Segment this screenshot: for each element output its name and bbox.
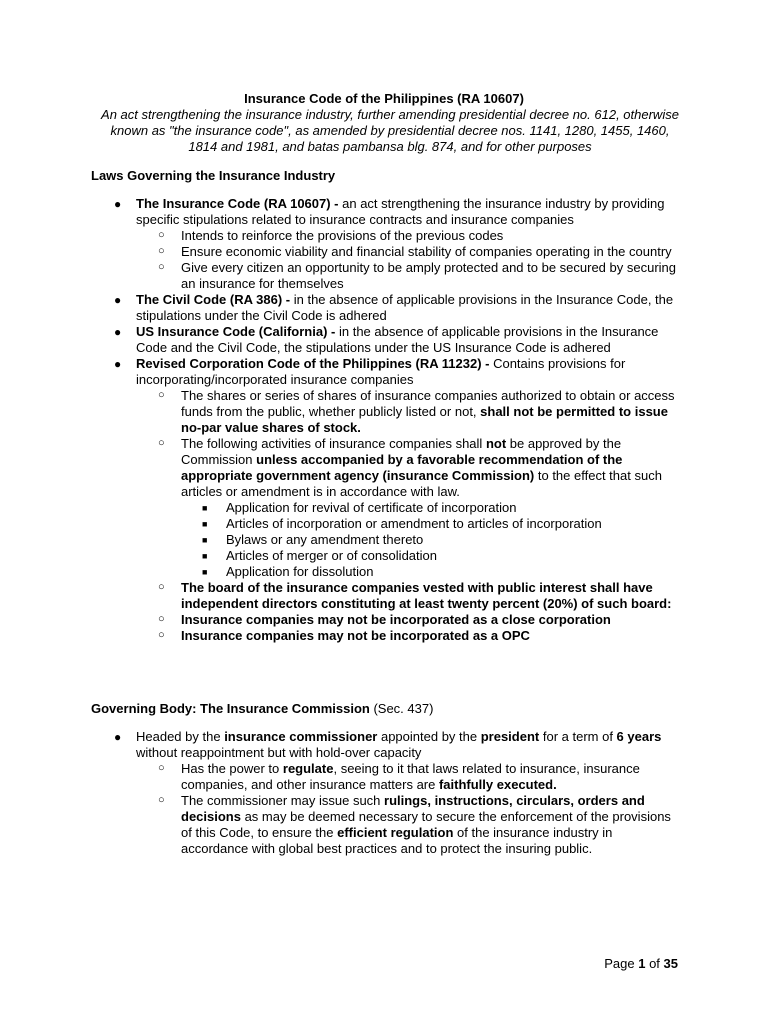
list-item-emphasis: 6 years	[616, 729, 662, 744]
law-name: The Insurance Code (RA 10607) -	[136, 196, 339, 211]
document-title: Insurance Code of the Philippines (RA 10607)	[244, 91, 524, 106]
list-item-text: The commissioner may issue such	[181, 793, 385, 808]
bullet-icon: ●	[114, 293, 122, 307]
list-item	[202, 532, 676, 548]
list-item-text: Bylaws or any amendment thereto	[226, 532, 424, 547]
list-item-emphasis: not	[485, 436, 507, 451]
list-item	[158, 761, 676, 793]
list-item	[202, 548, 676, 564]
list-item-text: appointed by the	[377, 729, 481, 744]
list-item	[114, 729, 676, 857]
list-item-text: without reappointment but with hold-over capacity	[136, 745, 422, 760]
law-description: in the absence of applicable provisions in the Insurance Code and the Civil Code, the stipulations under the US Insurance Code is adhered	[136, 324, 659, 355]
list-item-text: Give every citizen an opportunity to be amply protected and to be secured by securing an insurance for themselves	[181, 260, 677, 291]
list-item-emphasis: efficient regulation	[337, 825, 454, 840]
circle-bullet-icon: ○	[158, 762, 165, 774]
list-item-text: Articles of incorporation or amendment to articles of incorporation	[226, 516, 602, 531]
list-item-text: The shares or series of shares of insurance companies authorized to obtain or access funds from the public, whether publicly listed or not,	[181, 388, 675, 419]
list-item-text: Intends to reinforce the provisions of the previous codes	[181, 228, 504, 243]
square-bullet-icon: ■	[202, 503, 208, 513]
bullet-icon: ●	[114, 730, 122, 744]
list-item	[158, 228, 676, 244]
list-item	[158, 244, 676, 260]
heading-bold-text: Governing Body: The Insurance Commission	[91, 701, 370, 716]
page-of-label: of	[645, 956, 664, 971]
law-name: Revised Corporation Code of the Philippines (RA 11232) -	[136, 356, 490, 371]
document-subtitle: An act strengthening the insurance industry, further amending presidential decree no. 612, otherwise known as "the insurance code", as amended by presidential decree nos. 1141, 1280, 1455, 1460, 1814 and 1981, and batas pambansa blg. 874, and for other purposes	[101, 107, 679, 154]
list-item-text: for a term of	[539, 729, 617, 744]
law-name: US Insurance Code (California) -	[136, 324, 336, 339]
square-bullet-icon: ■	[202, 567, 208, 577]
list-item-emphasis: faithfully executed.	[438, 777, 557, 792]
sub-list	[136, 388, 676, 644]
list-item-emphasis: The board of the insurance companies vested with public interest shall have independent directors constituting at least twenty percent (20%) of such board:	[181, 580, 672, 611]
list-item-text: Ensure economic viability and financial stability of companies operating in the country	[181, 244, 672, 259]
square-bullet-icon: ■	[202, 551, 208, 561]
list-item-text: to the effect that such articles or amendment is in accordance with law.	[181, 468, 662, 499]
circle-bullet-icon: ○	[158, 437, 165, 449]
section-heading-laws: Laws Governing the Insurance Industry	[91, 168, 336, 183]
list-item	[202, 564, 676, 580]
list-item	[114, 356, 676, 644]
total-pages: 35	[663, 956, 678, 971]
list-item	[202, 516, 676, 532]
list-item-text: The following activities of insurance companies shall	[181, 436, 486, 451]
bullet-icon: ●	[114, 197, 122, 211]
square-bullet-icon: ■	[202, 519, 208, 529]
list-item-text: Application for revival of certificate of incorporation	[226, 500, 517, 515]
circle-bullet-icon: ○	[158, 245, 165, 257]
list-item	[158, 793, 676, 857]
page-number	[604, 956, 678, 972]
list-item	[114, 324, 676, 356]
page-label: Page	[604, 956, 639, 971]
heading-section-ref: (Sec. 437)	[369, 701, 434, 716]
list-item	[158, 628, 676, 644]
list-item-text: Has the power to	[181, 761, 283, 776]
circle-bullet-icon: ○	[158, 389, 165, 401]
circle-bullet-icon: ○	[158, 629, 165, 641]
list-item-emphasis: insurance commissioner	[224, 729, 378, 744]
list-item-text: be approved by the Commission	[181, 436, 622, 467]
list-item-emphasis: unless accompanied by a favorable recommendation of the appropriate government agency (insurance Commission)	[181, 452, 623, 483]
bullet-icon: ●	[114, 325, 122, 339]
list-item	[114, 196, 677, 292]
law-description: Contains provisions for incorporating/incorporated insurance companies	[136, 356, 626, 387]
list-item	[158, 612, 676, 628]
circle-bullet-icon: ○	[158, 794, 165, 806]
sub-sub-list	[181, 500, 676, 580]
current-page: 1	[638, 956, 646, 971]
list-item-text: Headed by the	[136, 729, 225, 744]
list-item-emphasis: Insurance companies may not be incorporated as a close corporation	[181, 612, 611, 627]
laws-list	[114, 196, 677, 644]
sub-list	[136, 761, 676, 857]
list-item	[158, 388, 676, 436]
law-description: in the absence of applicable provisions in the Insurance Code, the stipulations under the Civil Code is adhered	[136, 292, 674, 323]
circle-bullet-icon: ○	[158, 229, 165, 241]
circle-bullet-icon: ○	[158, 261, 165, 273]
sub-list	[136, 228, 676, 292]
list-item-text: of the insurance industry in accordance with global best practices and to protect the insuring public.	[181, 825, 613, 856]
section-heading-governing-body	[91, 701, 433, 717]
list-item-text: Articles of merger or of consolidation	[226, 548, 437, 563]
list-item-emphasis: president	[480, 729, 540, 744]
law-name: The Civil Code (RA 386) -	[136, 292, 291, 307]
list-item-text: Application for dissolution	[226, 564, 374, 579]
list-item	[158, 436, 676, 580]
list-item-text: as may be deemed necessary to secure the enforcement of the provisions of this Code, to ensure the	[181, 809, 671, 840]
bullet-icon: ●	[114, 357, 122, 371]
law-description: an act strengthening the insurance industry by providing specific stipulations related to insurance contracts and insurance companies	[136, 196, 665, 227]
governing-body-list	[114, 729, 676, 857]
list-item-emphasis: rulings, instructions, circulars, orders and decisions	[181, 793, 645, 824]
circle-bullet-icon: ○	[158, 581, 165, 593]
square-bullet-icon: ■	[202, 535, 208, 545]
list-item-text: , seeing to it that laws related to insurance, insurance companies, and other insurance matters are	[181, 761, 640, 792]
list-item-emphasis: shall not be permitted to issue no-par value shares of stock.	[181, 404, 668, 435]
list-item	[158, 580, 676, 612]
list-item	[202, 500, 676, 516]
list-item-emphasis: Insurance companies may not be incorporated as a OPC	[181, 628, 530, 643]
circle-bullet-icon: ○	[158, 613, 165, 625]
list-item	[114, 292, 676, 324]
list-item-emphasis: regulate	[282, 761, 334, 776]
list-item	[158, 260, 677, 292]
